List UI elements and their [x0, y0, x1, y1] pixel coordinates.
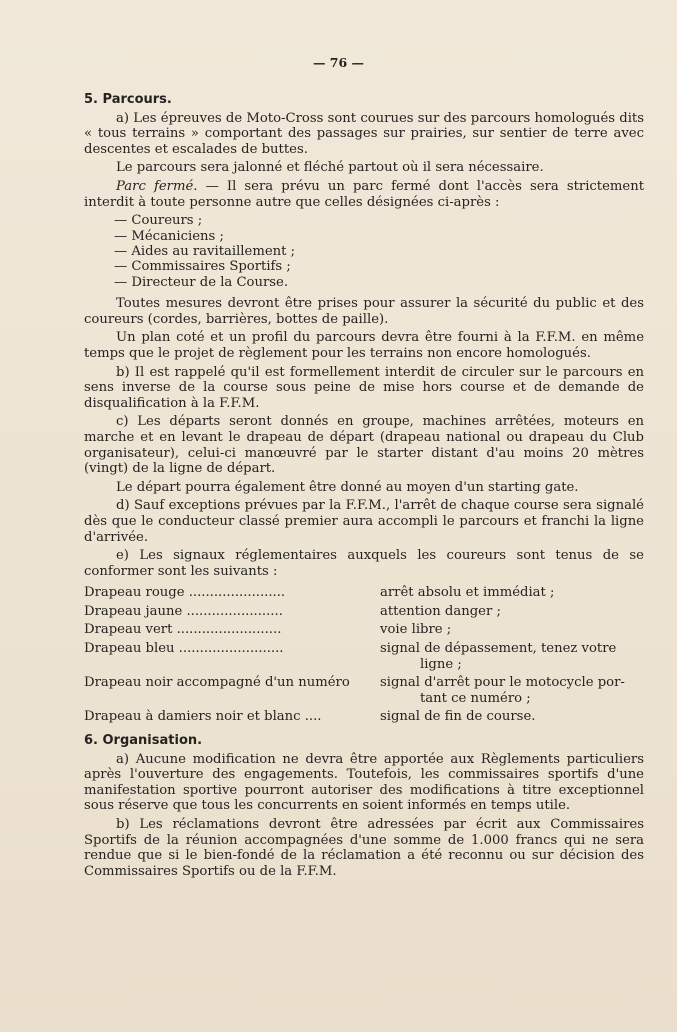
flag-row	[84, 585, 644, 601]
section-6-paragraph-a: a) Aucune modification ne devra être apportée aux Règlements particuliers après l'ouverture des engagements. Toutefois, les commissaires sportifs d'une manifestation sportive pourront autoriser des modifications à titre exceptionnel sous réserve que tous les concurrents en soient informés en temps utile.	[84, 751, 644, 814]
section-5-paragraph-e: e) Les signaux réglementaires auxquels les coureurs sont tenus de se conformer sont les suivants :	[84, 548, 644, 579]
section-5-paragraph-d: d) Sauf exceptions prévues par la F.F.M., l'arrêt de chaque course sera signalé dès que le conducteur classé premier aura accompli le parcours et franchi la ligne d'arrivée.	[84, 498, 644, 545]
section-5-title: 5. Parcours.	[84, 92, 172, 107]
starting-gate-paragraph: Le départ pourra également être donné au moyen d'un starting gate.	[116, 479, 579, 495]
flag-meaning	[380, 585, 644, 601]
section-5-paragraph-b: b) Il est rappelé qu'il est formellement interdit de circuler sur le parcours en sens inverse de la course sous peine de mise hors course et de demande de disqualification à la F.F.M.	[84, 364, 644, 411]
flag-meaning	[380, 675, 644, 706]
flag-meaning-continuation: ligne ;	[420, 656, 462, 672]
list-item: — Mécaniciens ;	[114, 228, 224, 244]
flag-name: Drapeau rouge .......................	[84, 585, 286, 601]
parc-ferme-label: Parc fermé.	[116, 178, 198, 194]
section-6-paragraph-b: b) Les réclamations devront être adressées par écrit aux Commissaires Sportifs de la réunion accompagnées d'une somme de 1.000 francs qui ne sera rendue que si le bien-fondé de la réclamation a été reconnu ou sur décision des Commissaires Sportifs ou de la F.F.M.	[84, 817, 644, 879]
flag-meaning-text: signal d'arrêt pour le motocycle por-	[380, 675, 625, 691]
page-content	[84, 92, 644, 882]
list-item: — Directeur de la Course.	[114, 274, 289, 290]
flag-meaning-text: signal de fin de course.	[380, 709, 536, 725]
flag-meaning-text: voie libre ;	[380, 622, 452, 638]
section-5-paragraph-a: a) Les épreuves de Moto-Cross sont courues sur des parcours homologués dits « tous terrains » comportant des passages sur prairies, sur sentier de terre avec descentes et escalades de buttes.	[84, 110, 644, 157]
list-item: — Commissaires Sportifs ;	[114, 259, 291, 275]
section-5-paragraph-jalonne: Le parcours sera jalonné et fléché partout où il sera nécessaire.	[116, 160, 544, 176]
section-6-title: 6. Organisation.	[84, 733, 203, 749]
flag-name: Drapeau jaune .......................	[84, 603, 283, 619]
flag-meaning-continuation: tant ce numéro ;	[420, 690, 531, 706]
flag-meaning	[380, 604, 644, 620]
authorized-persons-list	[114, 213, 644, 290]
flag-name: Drapeau noir accompagné d'un numéro	[84, 675, 350, 691]
safety-paragraph: Toutes mesures devront être prises pour assurer la sécurité du public et des coureurs (cordes, barrières, bottes de paille).	[84, 296, 644, 327]
flag-meaning-text: signal de dépassement, tenez votre	[380, 641, 617, 657]
flag-meaning	[380, 709, 644, 725]
flag-name: Drapeau à damiers noir et blanc ....	[84, 709, 322, 725]
list-item: — Aides au ravitaillement ;	[114, 243, 296, 259]
flag-row	[84, 604, 644, 620]
flag-name: Drapeau bleu .........................	[84, 641, 284, 657]
flag-meaning-text: arrêt absolu et immédiat ;	[380, 585, 555, 601]
flag-name: Drapeau vert .........................	[84, 622, 282, 638]
flag-row	[84, 709, 644, 725]
section-5-paragraph-c: c) Les départs seront donnés en groupe, machines arrêtées, moteurs en marche et en levant le drapeau de départ (drapeau national ou drapeau du Club organisateur), celui-ci manœuvré par le starter distant d'au moins 20 mètres (vingt) de la ligne de départ.	[84, 414, 644, 477]
flag-row	[84, 622, 644, 638]
plan-paragraph: Un plan coté et un profil du parcours devra être fourni à la F.F.M. en même temps que le projet de règlement pour les terrains non encore homologués.	[84, 330, 644, 361]
page-number: — 76 —	[312, 55, 365, 70]
flag-meaning	[380, 622, 644, 638]
parc-ferme-text: — Il sera prévu un parc fermé dont l'accès sera strictement interdit à toute personne autre que celles désignées ci-après :	[84, 178, 645, 210]
list-item: — Coureurs ;	[114, 213, 203, 229]
flag-signals-table	[84, 585, 644, 725]
flag-meaning	[380, 641, 644, 672]
parc-ferme-paragraph	[84, 179, 644, 210]
flag-row	[84, 675, 644, 706]
flag-row	[84, 641, 644, 672]
flag-meaning-text: attention danger ;	[380, 603, 501, 619]
